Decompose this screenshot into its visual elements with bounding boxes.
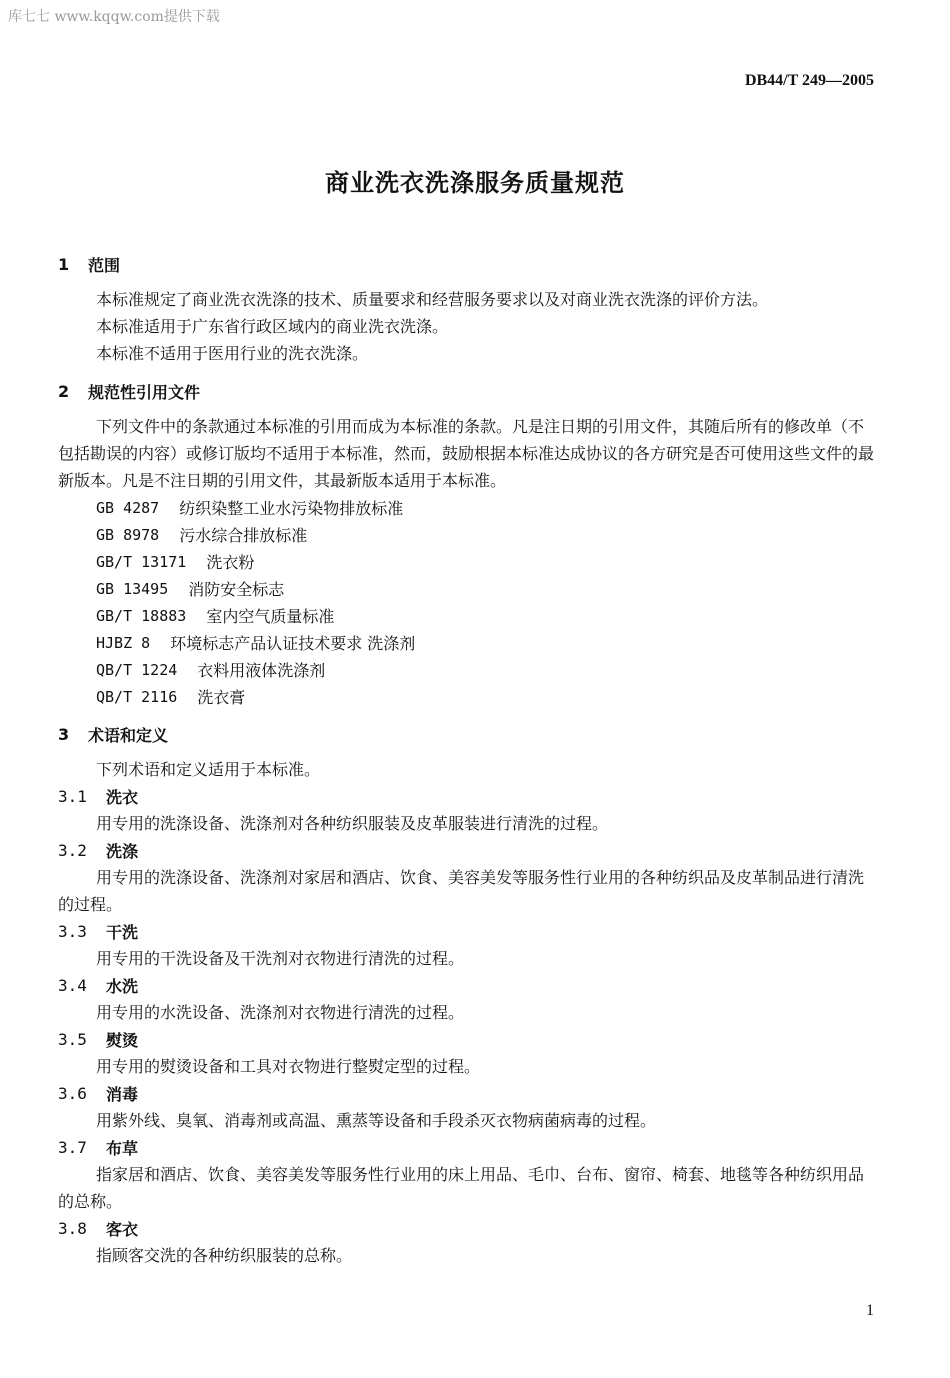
reference-code: GB 8978 — [96, 525, 160, 544]
term-number: 3.3 — [58, 922, 87, 941]
reference-name: 纺织染整工业水污染物排放标准 — [179, 499, 404, 518]
term-number: 3.6 — [58, 1084, 87, 1103]
term-definition: 用专用的洗涤设备、洗涤剂对家居和酒店、饮食、美容美发等服务性行业用的各种纺织品及皮革制品进行清洗的过程。 — [58, 868, 865, 914]
term-heading — [58, 837, 878, 864]
reference-code: HJBZ 8 — [96, 633, 151, 652]
term-definition: 用专用的熨烫设备和工具对衣物进行整熨定型的过程。 — [96, 1057, 481, 1076]
term-definition: 用专用的水洗设备、洗涤剂对衣物进行清洗的过程。 — [96, 1003, 465, 1022]
term-number: 3.1 — [58, 787, 87, 806]
reference-code: GB/T 18883 — [96, 606, 187, 625]
section-number: 3 — [58, 724, 70, 744]
term-title: 布草 — [106, 1139, 139, 1158]
term-title: 客衣 — [106, 1220, 139, 1239]
reference-code: GB 4287 — [96, 498, 160, 517]
section-heading-scope — [58, 250, 878, 278]
term-heading — [58, 972, 878, 999]
document-number: DB44/T 249—2005 — [744, 72, 874, 89]
reference-code: GB 13495 — [96, 579, 169, 598]
term-number: 3.5 — [58, 1030, 87, 1049]
reference-name: 污水综合排放标准 — [179, 526, 308, 545]
term-title: 熨烫 — [106, 1031, 139, 1050]
section-title: 术语和定义 — [88, 725, 169, 745]
reference-item — [58, 494, 878, 521]
reference-item — [58, 548, 878, 575]
section-title: 规范性引用文件 — [88, 382, 201, 402]
reference-item — [58, 521, 878, 548]
reference-item — [58, 629, 878, 656]
section-number: 1 — [58, 254, 70, 274]
term-definition: 指顾客交洗的各种纺织服装的总称。 — [96, 1246, 353, 1265]
reference-item — [58, 602, 878, 629]
reference-name: 衣料用液体洗涤剂 — [197, 661, 326, 680]
document-body — [58, 244, 878, 1269]
term-number: 3.2 — [58, 841, 87, 860]
term-definition: 用专用的洗涤设备、洗涤剂对各种纺织服装及皮革服装进行清洗的过程。 — [96, 814, 609, 833]
reference-item — [58, 683, 878, 710]
section-title: 范围 — [88, 255, 121, 275]
term-heading — [58, 1026, 878, 1053]
term-number: 3.8 — [58, 1219, 87, 1238]
term-heading — [58, 1134, 878, 1161]
reference-name: 洗衣膏 — [197, 688, 246, 707]
term-title: 消毒 — [106, 1085, 139, 1104]
term-list — [58, 783, 878, 1269]
term-title: 干洗 — [106, 923, 139, 942]
reference-item — [58, 656, 878, 683]
term-heading — [58, 1080, 878, 1107]
term-definition: 指家居和酒店、饮食、美容美发等服务性行业用的床上用品、毛巾、台布、窗帘、椅套、地毯等各种纺织用品的总称。 — [58, 1165, 865, 1211]
reference-name: 环境标志产品认证技术要求 洗涤剂 — [170, 634, 416, 653]
term-title: 洗涤 — [106, 842, 139, 861]
page-title: 商业洗衣洗涤服务质量规范 — [325, 169, 625, 197]
term-number: 3.7 — [58, 1138, 87, 1157]
term-heading — [58, 1215, 878, 1242]
watermark: 库七七 www.kqqw.com提供下载 — [8, 9, 220, 25]
term-number: 3.4 — [58, 976, 87, 995]
term-title: 洗衣 — [106, 788, 139, 807]
reference-item — [58, 575, 878, 602]
section-number: 2 — [58, 381, 70, 401]
scope-paragraphs — [58, 286, 878, 367]
reference-name: 洗衣粉 — [206, 553, 255, 572]
references-intro — [58, 413, 878, 494]
term-heading — [58, 783, 878, 810]
reference-name: 消防安全标志 — [188, 580, 285, 599]
term-definition: 用专用的干洗设备及干洗剂对衣物进行清洗的过程。 — [96, 949, 465, 968]
section-heading-terms — [58, 720, 878, 748]
reference-name: 室内空气质量标准 — [206, 607, 335, 626]
paragraph: 本标准适用于广东省行政区域内的商业洗衣洗涤。 — [96, 317, 449, 336]
paragraph: 本标准不适用于医用行业的洗衣洗涤。 — [96, 344, 369, 363]
terms-intro — [58, 756, 878, 783]
paragraph: 本标准规定了商业洗衣洗涤的技术、质量要求和经营服务要求以及对商业洗衣洗涤的评价方法。 — [96, 290, 769, 309]
term-definition: 用紫外线、臭氧、消毒剂或高温、熏蒸等设备和手段杀灭衣物病菌病毒的过程。 — [96, 1111, 657, 1130]
reference-code: QB/T 1224 — [96, 660, 178, 679]
reference-list — [58, 494, 878, 710]
section-heading-references — [58, 377, 878, 405]
term-heading — [58, 918, 878, 945]
reference-code: GB/T 13171 — [96, 552, 187, 571]
paragraph: 下列术语和定义适用于本标准。 — [96, 760, 321, 779]
paragraph: 下列文件中的条款通过本标准的引用而成为本标准的条款。凡是注日期的引用文件，其随后所有的修改单（不包括勘误的内容）或修订版均不适用于本标准，然而，鼓励根据本标准达成协议的各方研究是否可使用这些文件的最新版本。凡是不注日期的引用文件，其最新版本适用于本标准。 — [58, 417, 875, 490]
reference-code: QB/T 2116 — [96, 687, 178, 706]
term-title: 水洗 — [106, 977, 139, 996]
page-number: 1 — [866, 1302, 874, 1319]
